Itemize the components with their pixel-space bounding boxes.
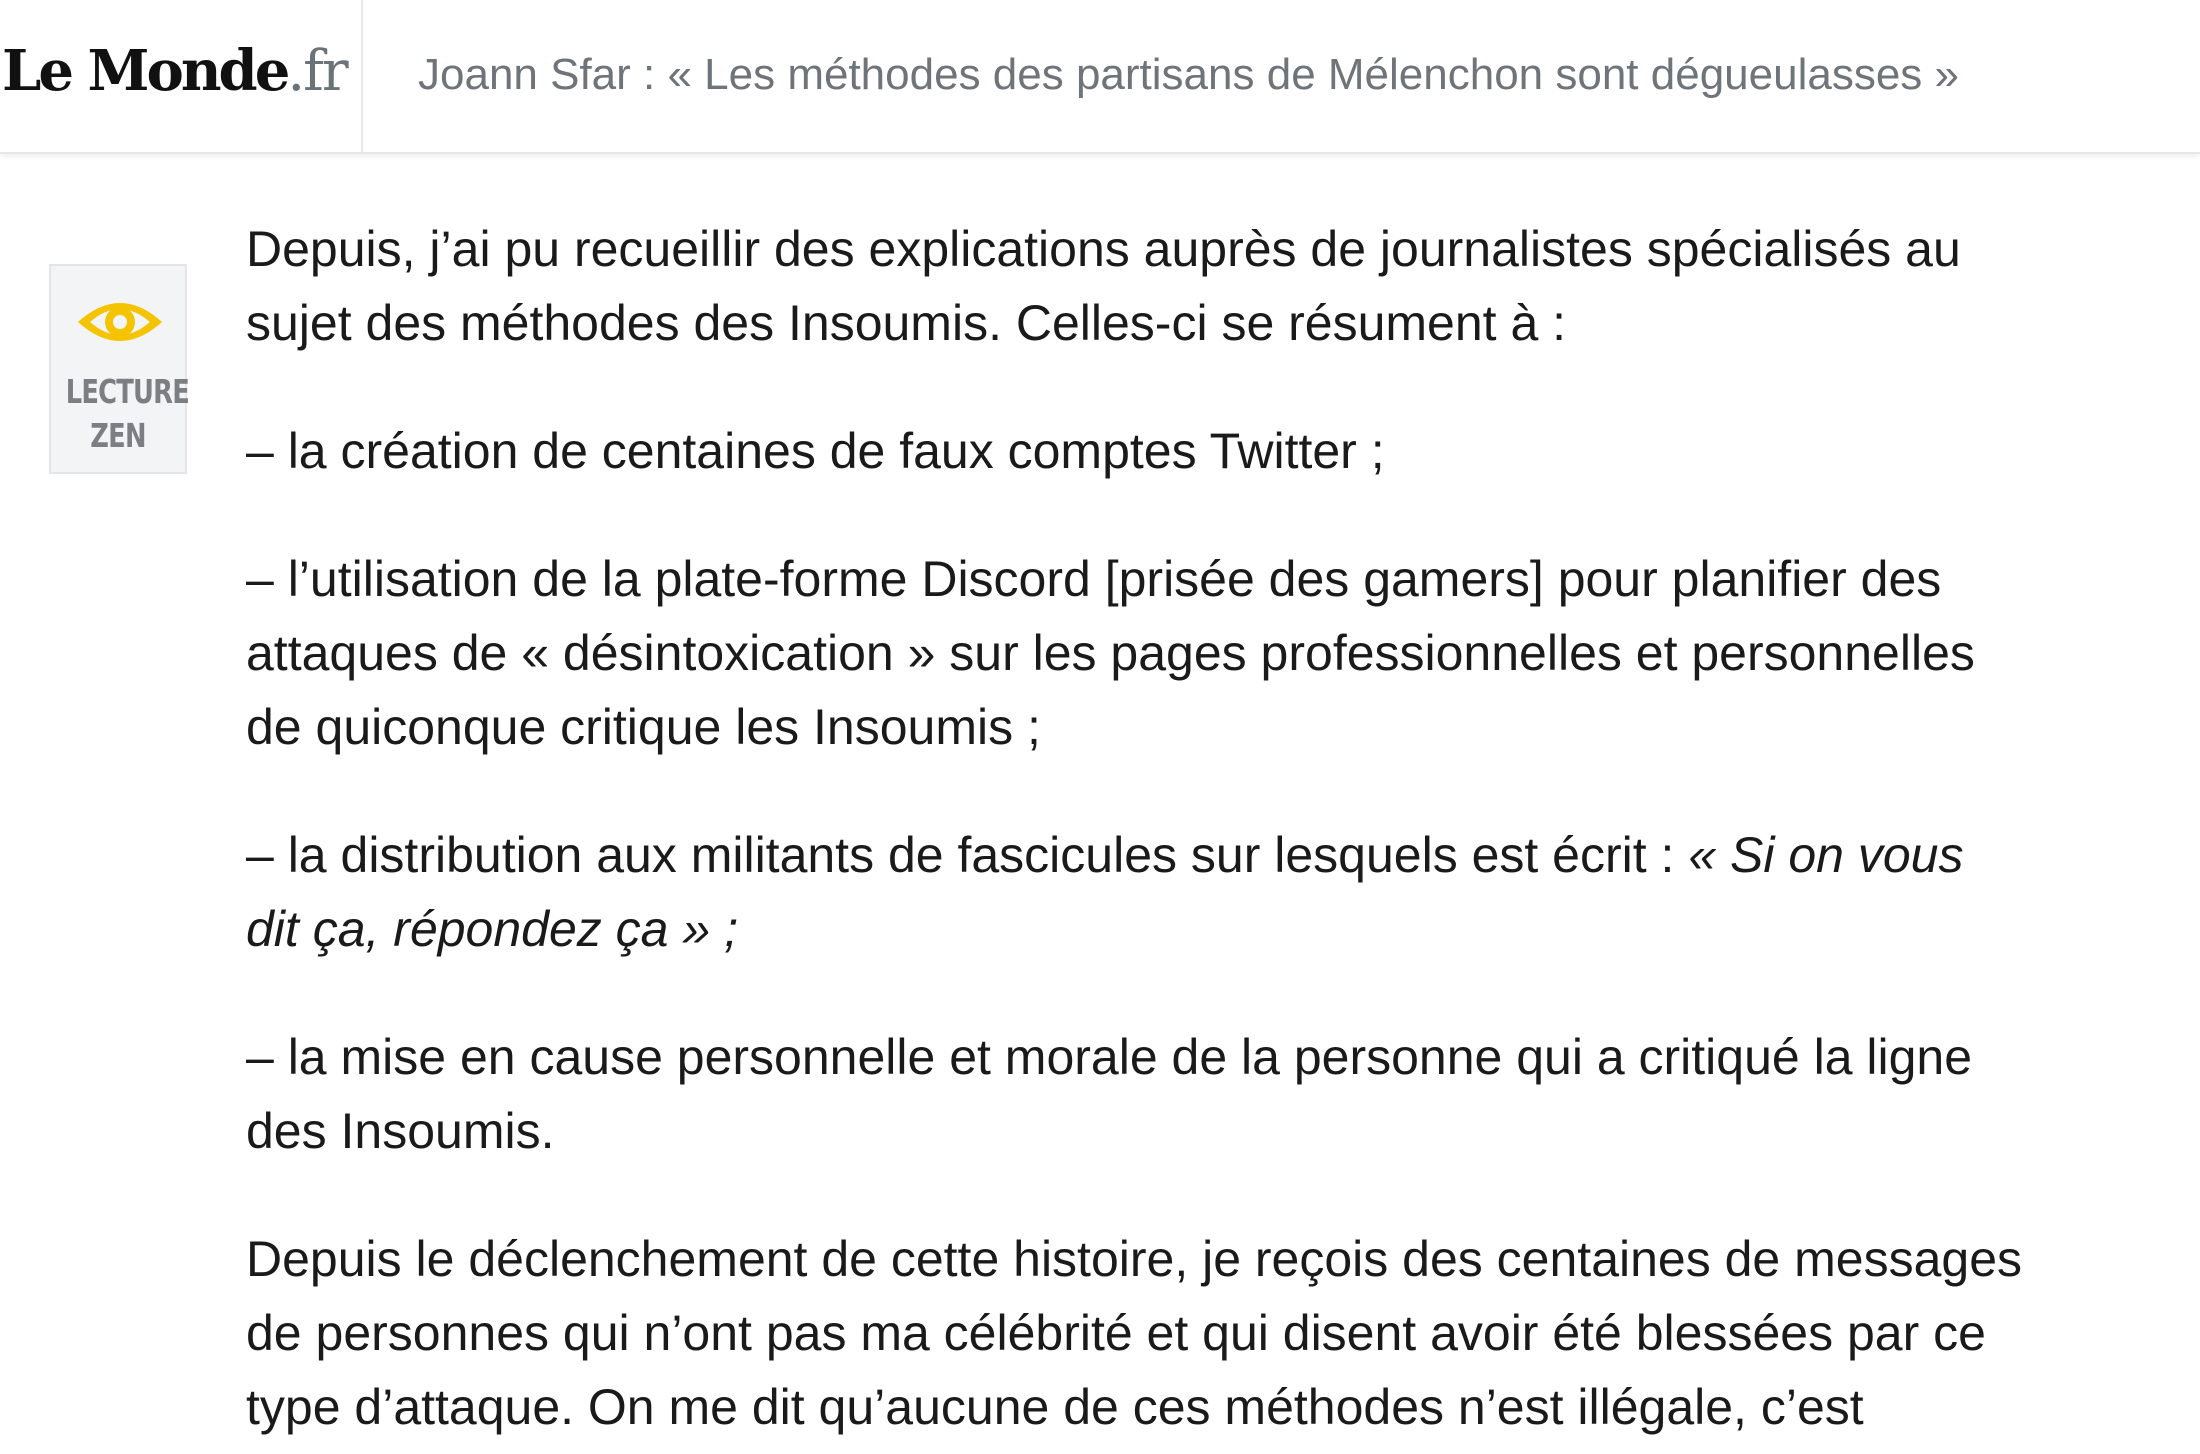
- article-paragraph: Depuis, j’ai pu recueillir des explications auprès de journalistes spécialisés au sujet des méthodes des Insoumis. Celles-ci se résument à :: [246, 221, 1961, 351]
- lecture-zen-label-line1: LECTURE: [65, 372, 190, 411]
- eye-icon: [74, 292, 166, 352]
- page-title: Joann Sfar : « Les méthodes des partisans de Mélenchon sont dégueulasses »: [418, 50, 1959, 99]
- article-body: [246, 212, 2200, 1454]
- logo-link[interactable]: [0, 0, 363, 154]
- le-monde-logo: Le Monde.fr: [2, 38, 347, 104]
- article-list-item: – l’utilisation de la plate-forme Discord [prisée des gamers] pour planifier des attaques de « désintoxication » sur les pages professionnelles et personnelles de quiconque critique les Insoumis ;: [246, 551, 1975, 755]
- article-list-item: – la distribution aux militants de fascicules sur lesquels est écrit : « Si on vous dit ça, répondez ça » ;: [246, 827, 1964, 957]
- lecture-zen-label-line2: ZEN: [90, 416, 146, 455]
- quote-italic: « Si on vous: [1688, 827, 1964, 883]
- article-list-item: – la mise en cause personnelle et morale de la personne qui a critiqué la ligne des Insoumis.: [246, 1029, 1973, 1159]
- quote-italic: dit ça, répondez ça » ;: [246, 901, 738, 957]
- lecture-zen-button[interactable]: [49, 264, 190, 474]
- article-list-item: – la création de centaines de faux comptes Twitter ;: [246, 423, 1385, 479]
- article-paragraph: Depuis le déclenchement de cette histoire, je reçois des centaines de messages de personnes qui n’ont pas ma célébrité et qui disent avoir été blessées par ce type d’attaque. On me dit qu’aucune de ces méthodes n’est illégale, c’est: [246, 1231, 2023, 1435]
- site-header: [0, 0, 2200, 154]
